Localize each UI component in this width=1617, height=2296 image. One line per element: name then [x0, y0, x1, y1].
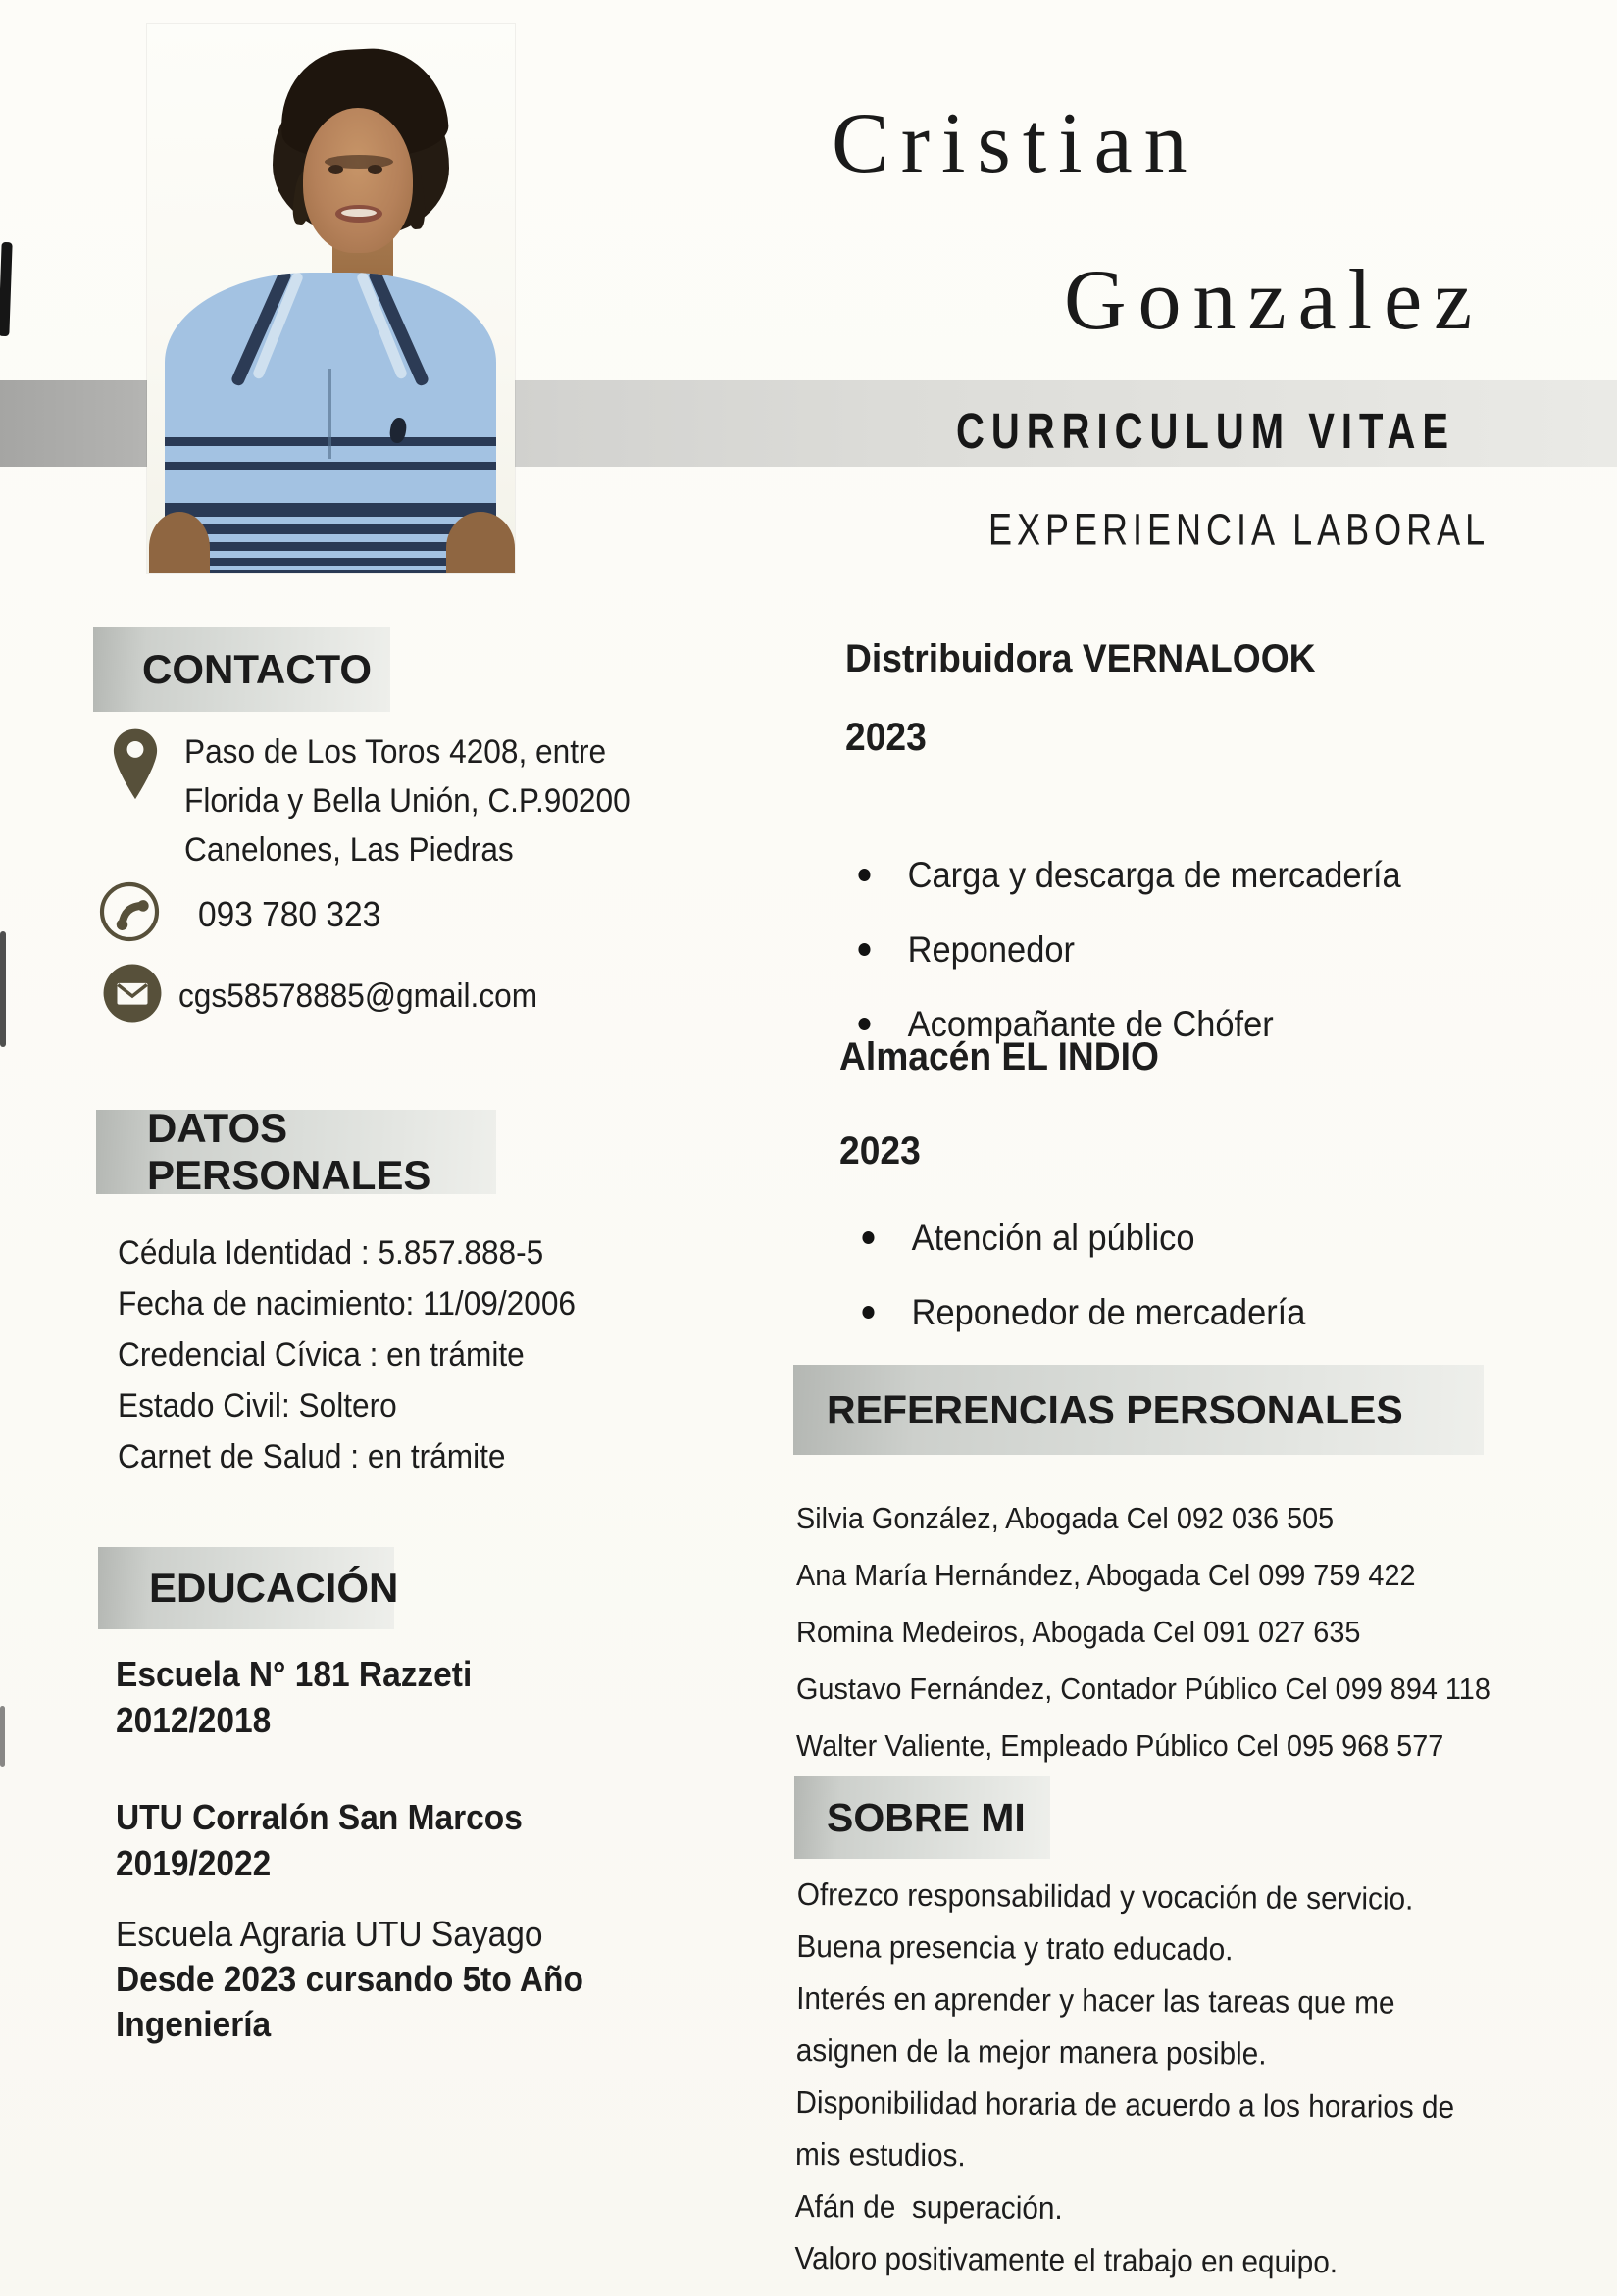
educacion-entry-2 — [116, 1794, 523, 1886]
profile-photo — [147, 24, 515, 573]
photo-eye-right — [368, 165, 382, 174]
name-last: Gonzalez — [1064, 253, 1485, 348]
edu3-line-2: Desde 2023 cursando 5to Año — [116, 1959, 583, 1999]
datos-line-4: Estado Civil: Soltero — [118, 1387, 397, 1424]
phone-icon — [98, 880, 161, 943]
section-contacto — [93, 627, 390, 712]
photo-eye-left — [328, 165, 343, 174]
shirt-placket — [328, 369, 331, 459]
photo-mouth — [335, 205, 382, 223]
about-line-5: Disponibilidad horaria de acuerdo a los horarios de — [795, 2083, 1455, 2125]
educacion-entry-1 — [116, 1651, 472, 1743]
job1-company: Distribuidora VERNALOOK — [845, 637, 1316, 680]
scan-artifact — [0, 931, 6, 1047]
section-sobre-mi — [794, 1776, 1050, 1859]
references-list — [796, 1490, 1491, 1774]
contacto-heading: CONTACTO — [142, 646, 373, 692]
datos-heading: DATOS PERSONALES — [147, 1105, 431, 1198]
edu1-line-1: Escuela N° 181 Razzeti — [116, 1654, 473, 1694]
contact-address — [184, 727, 631, 874]
job1-bullet-3: Acompañante de Chófer — [851, 1004, 1401, 1078]
reference-5: Walter Valiente, Empleado Público Cel 095 968 577 — [796, 1728, 1444, 1763]
edu3-line-3: Ingeniería — [116, 2004, 272, 2044]
job2-bullet-1: Atención al público — [855, 1218, 1305, 1292]
educacion-heading: EDUCACIÓN — [149, 1565, 399, 1611]
scan-artifact — [0, 1706, 5, 1767]
address-line-2: Florida y Bella Unión, C.P.90200 — [184, 782, 631, 820]
datos-lines — [118, 1227, 576, 1482]
about-line-2: Buena presencia y trato educado. — [796, 1927, 1234, 1968]
job2-company: Almacén EL INDIO — [839, 1035, 1159, 1078]
datos-line-5: Carnet de Salud : en trámite — [118, 1438, 506, 1475]
name-first: Cristian — [832, 96, 1199, 191]
edu2-line-1: UTU Corralón San Marcos — [116, 1797, 523, 1837]
datos-line-1: Cédula Identidad : 5.857.888-5 — [118, 1234, 544, 1272]
about-lines — [794, 1869, 1455, 2289]
shirt-stripe — [165, 524, 496, 534]
job1-bullet-2: Reponedor — [851, 929, 1401, 1004]
scan-artifact — [0, 242, 13, 336]
about-line-6: mis estudios. — [794, 2135, 966, 2173]
about-line-4: asignen de la mejor manera posible. — [795, 2031, 1267, 2071]
job1-bullet-1: Carga y descarga de mercadería — [851, 855, 1401, 929]
referencias-heading: REFERENCIAS PERSONALES — [827, 1386, 1403, 1432]
contact-email: cgs58578885@gmail.com — [178, 977, 538, 1015]
reference-1: Silvia González, Abogada Cel 092 036 505 — [796, 1501, 1335, 1535]
datos-line-2: Fecha de nacimiento: 11/09/2006 — [118, 1285, 577, 1323]
reference-2: Ana María Hernández, Abogada Cel 099 759 422 — [796, 1558, 1416, 1592]
section-referencias — [793, 1365, 1484, 1455]
edu3-line-1: Escuela Agraria UTU Sayago — [116, 1914, 543, 1954]
educacion-entry-3 — [116, 1912, 583, 2047]
section-experiencia-laboral: EXPERIENCIA LABORAL — [988, 504, 1491, 555]
job2-bullets — [855, 1218, 1305, 1367]
reference-4: Gustavo Fernández, Contador Público Cel 099 894 118 — [796, 1672, 1491, 1706]
sobre-mi-heading: SOBRE MI — [827, 1794, 1026, 1840]
email-icon — [102, 963, 163, 1023]
about-line-7: Afán de superación. — [794, 2187, 1063, 2226]
job1-year: 2023 — [845, 716, 927, 759]
edu2-line-2: 2019/2022 — [116, 1843, 272, 1883]
reference-3: Romina Medeiros, Abogada Cel 091 027 635 — [796, 1615, 1361, 1649]
document-title: CURRICULUM VITAE — [956, 404, 1456, 460]
photo-polo-shirt — [165, 273, 496, 573]
about-line-8: Valoro positivamente el trabajo en equipo. — [794, 2239, 1339, 2280]
job2-bullet-2: Reponedor de mercadería — [855, 1292, 1305, 1367]
contact-phone: 093 780 323 — [198, 894, 381, 934]
address-line-3: Canelones, Las Piedras — [184, 831, 514, 869]
location-pin-icon — [110, 727, 161, 802]
about-line-3: Interés en aprender y hacer las tareas que me — [796, 1979, 1395, 2021]
section-datos-personales — [96, 1105, 496, 1198]
shirt-stripe — [165, 503, 496, 517]
datos-line-3: Credencial Cívica : en trámite — [118, 1336, 525, 1373]
shirt-stripe — [165, 462, 496, 470]
photo-arm-right — [446, 512, 515, 573]
photo-face — [303, 108, 413, 253]
photo-teeth — [341, 209, 377, 217]
about-line-1: Ofrezco responsabilidad y vocación de servicio. — [796, 1875, 1414, 1917]
edu1-line-2: 2012/2018 — [116, 1700, 272, 1740]
job2-year: 2023 — [839, 1129, 921, 1173]
address-line-1: Paso de Los Toros 4208, entre — [184, 733, 607, 771]
section-educacion — [98, 1547, 399, 1629]
